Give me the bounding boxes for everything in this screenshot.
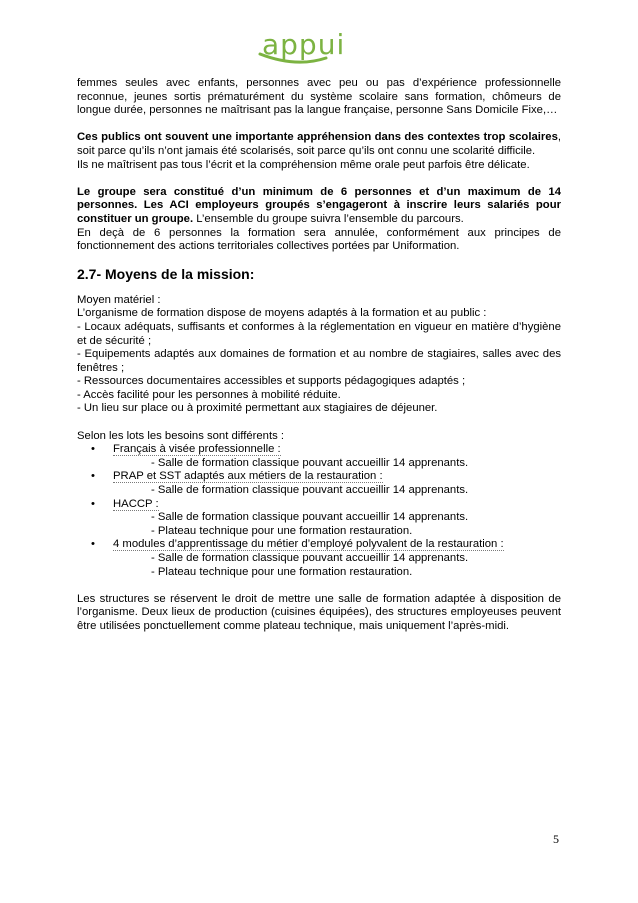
section-heading: 2.7- Moyens de la mission: — [77, 265, 255, 282]
lot-sub: - Salle de formation classique pouvant accueillir 14 apprenants. — [151, 511, 469, 524]
lot-sub: - Salle de formation classique pouvant accueillir 14 apprenants. — [151, 456, 469, 469]
materiel-item: - Accès facilité pour les personnes à mobilité réduite. — [77, 388, 341, 401]
bullet-icon: • — [91, 497, 95, 510]
groupe-bold: Le groupe sera constitué d’un minimum de 6 personnes et d’un maximum de 14 personnes. Les ACI employeurs groupés s’engageront à inscrire leurs salariés pour constituer un groupe. — [77, 185, 561, 225]
lot-sub: - Salle de formation classique pouvant accueillir 14 apprenants. — [151, 552, 469, 564]
bullet-icon: • — [91, 538, 95, 551]
lot-sub: - Plateau technique pour une formation restauration. — [151, 565, 413, 578]
paragraph-closing: Les structures se réservent le droit de mettre une salle de formation adaptée à disposition de l’organisme. Deux lieux de production (cuisines équipées), des structures employeuses peuvent être utilisées ponctuellement comme plateau technique, mais uniquement l’après-midi. — [77, 592, 561, 632]
appui-logo — [256, 24, 376, 70]
lot-sub: - Salle de formation classique pouvant accueillir 14 apprenants. — [151, 484, 469, 497]
page-content — [77, 77, 561, 634]
bullet-icon: • — [91, 443, 95, 456]
paragraph-apprehension: Ces publics ont souvent une importante appréhension dans des contextes trop scolaires, soit parce qu’ils n’ont jamais été scolarisés, soit parce qu’ils ont connu une scolarité difficile. — [77, 131, 561, 157]
paragraph-ecrit: Ils ne maîtrisent pas tous l’écrit et la compréhension même orale peut parfois être délicate. — [77, 158, 530, 171]
lot-sub: - Plateau technique pour une formation restauration. — [151, 524, 413, 537]
lot-item: • Français à visée professionnelle : — [91, 443, 281, 456]
lot-item: • PRAP et SST adaptés aux métiers de la restauration : — [91, 470, 383, 483]
bullet-icon: • — [91, 470, 95, 483]
lot-item: • 4 modules d’apprentissage du métier d’employé polyvalent de la restauration : — [91, 538, 504, 551]
materiel-item: - Ressources documentaires accessibles et supports pédagogiques adaptés ; — [77, 375, 466, 388]
materiel-item: - Equipements adaptés aux domaines de formation et au nombre de stagiaires, salles avec des fenêtres ; — [77, 348, 561, 374]
paragraph-groupe: Le groupe sera constitué d’un minimum de 6 personnes et d’un maximum de 14 personnes. Les ACI employeurs groupés s’engageront à inscrire leurs salariés pour constituer un groupe. L’ensemble du groupe suivra l’ensemble du parcours. — [77, 185, 561, 225]
moyen-materiel-intro: L’organisme de formation dispose de moyens adaptés à la formation et au public : — [77, 307, 487, 320]
materiel-item: - Un lieu sur place ou à proximité permettant aux stagiaires de déjeuner. — [77, 402, 438, 415]
page-number: 5 — [553, 832, 559, 846]
logo-text: appui — [262, 28, 346, 61]
apprehension-bold: Ces publics ont souvent une importante appréhension dans des contextes trop scolaires — [77, 131, 558, 144]
lot-item: • HACCP : — [91, 497, 159, 510]
paragraph-annulation: En deçà de 6 personnes la formation sera annulée, conformément aux principes de fonctionnement des actions territoriales collectives portées par Uniformation. — [77, 226, 561, 253]
moyen-materiel-title: Moyen matériel : — [77, 293, 161, 306]
materiel-item: - Locaux adéquats, suffisants et conformes à la réglementation en vigueur en matière d’hygiène et de sécurité ; — [77, 320, 561, 347]
paragraph-publics: femmes seules avec enfants, personnes avec peu ou pas d’expérience professionnelle reconnue, jeunes sortis prématurément du système scolaire sans formation, chômeurs de longue durée, personnes ne maîtrisant pas la langue française, personne Sans Domicile Fixe,… — [77, 77, 561, 117]
lots-intro: Selon les lots les besoins sont différents : — [77, 429, 285, 442]
